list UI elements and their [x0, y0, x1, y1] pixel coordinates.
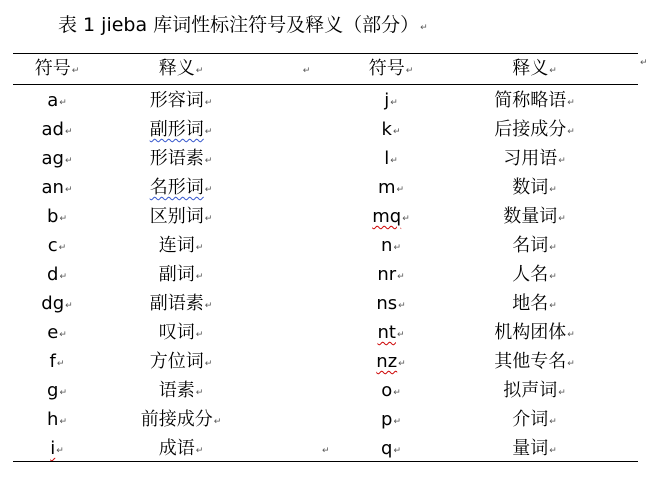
table-row: [13, 260, 638, 289]
meaning-cell: [431, 173, 638, 202]
paragraph-mark-icon: ↵: [59, 330, 67, 340]
symbol-cell-text: l: [384, 148, 390, 169]
header-blank-cell: [261, 54, 351, 83]
symbol-cell: [13, 405, 101, 434]
symbol-cell: [351, 202, 431, 231]
table-header-row: [13, 54, 638, 83]
symbol-cell-text: m: [377, 177, 396, 198]
paragraph-mark-icon: ↵: [204, 185, 213, 195]
paragraph-mark-icon: ↵: [567, 98, 575, 108]
paragraph-mark-icon: ↵: [549, 185, 557, 195]
paragraph-mark-icon: ↵: [390, 156, 398, 166]
meaning-cell: [101, 202, 261, 231]
symbol-cell-text: ag: [41, 148, 64, 169]
meaning-cell-text: 副形词: [149, 119, 204, 140]
paragraph-mark-icon: ↵: [195, 330, 204, 340]
paragraph-mark-icon: ↵: [549, 301, 557, 311]
meaning-cell: [101, 231, 261, 260]
symbol-cell: [351, 144, 431, 173]
paragraph-mark-icon: ↵: [204, 359, 213, 369]
meaning-cell: [431, 202, 638, 231]
paragraph-mark-icon: ↵: [549, 66, 557, 76]
meaning-cell: [431, 318, 638, 347]
paragraph-mark-icon: ↵: [59, 214, 67, 224]
paragraph-mark-icon: ↵: [58, 243, 67, 253]
meaning-cell-text: 前接成分: [140, 409, 213, 430]
header-meaning-left: 释义↵: [158, 58, 204, 79]
meaning-cell-text: 介词: [512, 409, 549, 430]
paragraph-mark-icon: ↵: [65, 301, 73, 311]
symbol-cell: [13, 202, 101, 231]
meaning-cell-text: 方位词: [149, 351, 204, 372]
paragraph-mark-icon: ↵: [204, 156, 213, 166]
symbol-cell-text: p: [381, 409, 393, 430]
meaning-cell: [101, 144, 261, 173]
meaning-cell: [101, 173, 261, 202]
paragraph-mark-icon: ↵: [567, 330, 575, 340]
row-end-mark-icon: ↵: [640, 58, 648, 68]
table-row: [13, 376, 638, 405]
symbol-cell-text: nr: [377, 264, 397, 285]
meaning-cell-text: 拟声词: [503, 380, 558, 401]
table-row: [13, 86, 638, 115]
paragraph-mark-icon: ↵: [567, 127, 575, 137]
meaning-cell-text: 习用语: [503, 148, 558, 169]
table-row: [13, 202, 638, 231]
meaning-cell-text: 语素: [158, 380, 195, 401]
meaning-cell: [431, 405, 638, 434]
paragraph-mark-icon: ↵: [549, 272, 557, 282]
paragraph-mark-icon: ↵: [549, 446, 557, 456]
pos-tag-table: [13, 53, 638, 462]
symbol-cell-text: dg: [41, 293, 65, 314]
symbol-cell: [351, 260, 431, 289]
paragraph-mark-icon: ↵: [392, 127, 401, 137]
symbol-cell-text: h: [47, 409, 59, 430]
meaning-cell: [431, 347, 638, 376]
paragraph-mark-icon: ↵: [567, 359, 575, 369]
meaning-cell-text: 成语: [158, 438, 195, 459]
meaning-cell: [101, 405, 261, 434]
meaning-cell-text: 区别词: [149, 206, 204, 227]
symbol-cell-text: e: [47, 322, 59, 343]
paragraph-mark-icon: ↵: [549, 417, 557, 427]
meaning-cell: [101, 318, 261, 347]
paragraph-mark-icon: ↵: [396, 185, 405, 195]
symbol-cell-text: j: [384, 90, 390, 111]
symbol-cell-text: f: [49, 351, 56, 372]
meaning-cell-text: 名形词: [149, 177, 204, 198]
paragraph-mark-icon: ↵: [195, 272, 204, 282]
symbol-cell-text: n: [381, 235, 393, 256]
paragraph-mark-icon: ↵: [558, 156, 566, 166]
meaning-cell-text: 副词: [158, 264, 195, 285]
symbol-cell: [13, 144, 101, 173]
meaning-cell: [431, 434, 638, 463]
symbol-cell-text: d: [47, 264, 59, 285]
symbol-cell-text: a: [47, 90, 59, 111]
table-row: [13, 231, 638, 260]
paragraph-mark-icon: ↵: [195, 446, 204, 456]
table-row: [13, 405, 638, 434]
symbol-cell: [13, 115, 101, 144]
symbol-cell-text: an: [41, 177, 64, 198]
header-symbol-left: 符号↵: [34, 58, 80, 79]
meaning-cell: [431, 289, 638, 318]
symbol-cell: [351, 347, 431, 376]
paragraph-mark-icon: ↵: [195, 66, 204, 76]
paragraph-mark-icon: ↵: [204, 127, 213, 137]
paragraph-mark-icon: ↵: [59, 388, 67, 398]
paragraph-mark-icon: ↵: [558, 214, 566, 224]
table-caption: [58, 12, 428, 38]
meaning-cell: [101, 260, 261, 289]
meaning-cell-text: 简称略语: [494, 90, 567, 111]
meaning-cell-text: 数词: [512, 177, 549, 198]
paragraph-mark-icon: ↵: [59, 417, 67, 427]
symbol-cell: [13, 376, 101, 405]
symbol-cell: [13, 318, 101, 347]
meaning-cell: [101, 434, 261, 463]
paragraph-mark-icon: ↵: [402, 214, 410, 224]
meaning-cell: [431, 260, 638, 289]
meaning-cell-text: 数量词: [503, 206, 558, 227]
symbol-cell-text: b: [47, 206, 59, 227]
symbol-cell-text: k: [381, 119, 392, 140]
meaning-cell-text: 形语素: [149, 148, 204, 169]
meaning-cell: [431, 144, 638, 173]
table-bottom-rule: [13, 461, 638, 462]
paragraph-mark-icon: ↵: [204, 98, 213, 108]
paragraph-mark-icon: ↵: [195, 388, 204, 398]
symbol-cell-text: i: [50, 438, 56, 459]
caption-text: 表 1 jieba 库词性标注符号及释义（部分）: [58, 14, 420, 36]
paragraph-mark-icon: ↵: [64, 127, 73, 137]
symbol-cell-text: ad: [41, 119, 64, 140]
table-row: [13, 144, 638, 173]
meaning-cell-text: 地名: [512, 293, 549, 314]
meaning-cell-text: 其他专名: [494, 351, 567, 372]
paragraph-mark-icon: ↵: [64, 156, 73, 166]
symbol-cell: [351, 231, 431, 260]
symbol-cell: [351, 86, 431, 115]
paragraph-mark-icon: ↵: [558, 388, 566, 398]
paragraph-mark-icon: ↵: [322, 446, 330, 456]
symbol-cell: [351, 318, 431, 347]
paragraph-mark-icon: ↵: [549, 243, 557, 253]
meaning-cell-text: 量词: [512, 438, 549, 459]
meaning-cell-text: 机构团体: [494, 322, 567, 343]
symbol-cell-text: nt: [377, 322, 396, 343]
paragraph-mark-icon: ↵: [393, 388, 401, 398]
symbol-cell-text: g: [47, 380, 59, 401]
paragraph-mark-icon: ↵: [71, 66, 80, 76]
paragraph-mark-icon: ↵: [398, 301, 406, 311]
meaning-cell-text: 后接成分: [494, 119, 567, 140]
symbol-cell: [351, 434, 431, 463]
meaning-cell: [101, 376, 261, 405]
paragraph-mark-icon: ↵: [302, 66, 311, 76]
paragraph-mark-icon: ↵: [420, 23, 428, 33]
symbol-cell-text: o: [381, 380, 393, 401]
meaning-cell-text: 人名: [512, 264, 549, 285]
paragraph-mark-icon: ↵: [390, 98, 398, 108]
meaning-cell: [431, 231, 638, 260]
symbol-cell-text: ns: [376, 293, 398, 314]
meaning-cell: [431, 115, 638, 144]
symbol-cell: [13, 289, 101, 318]
meaning-cell: [101, 289, 261, 318]
symbol-cell: [351, 173, 431, 202]
paragraph-mark-icon: ↵: [59, 272, 67, 282]
table-row: [13, 318, 638, 347]
meaning-cell: [101, 86, 261, 115]
meaning-cell: [431, 376, 638, 405]
meaning-cell-text: 叹词: [158, 322, 195, 343]
paragraph-mark-icon: ↵: [398, 359, 406, 369]
paragraph-mark-icon: ↵: [59, 98, 67, 108]
paragraph-mark-icon: ↵: [405, 66, 414, 76]
paragraph-mark-icon: ↵: [396, 330, 405, 340]
table-row: [13, 347, 638, 376]
symbol-cell: [351, 115, 431, 144]
paragraph-mark-icon: ↵: [393, 446, 401, 456]
symbol-cell-text: q: [381, 438, 393, 459]
symbol-cell: [351, 376, 431, 405]
paragraph-mark-icon: ↵: [397, 272, 405, 282]
paragraph-mark-icon: ↵: [393, 243, 401, 253]
meaning-cell-text: 副语素: [149, 293, 204, 314]
symbol-cell: [13, 347, 101, 376]
paragraph-mark-icon: ↵: [56, 446, 64, 456]
paragraph-mark-icon: ↵: [393, 417, 401, 427]
symbol-cell-text: nz: [376, 351, 398, 372]
meaning-cell: [431, 86, 638, 115]
symbol-cell: [13, 231, 101, 260]
paragraph-mark-icon: ↵: [56, 359, 65, 369]
paragraph-mark-icon: ↵: [204, 214, 213, 224]
symbol-cell-text: mq: [372, 206, 402, 227]
paragraph-mark-icon: ↵: [64, 185, 73, 195]
header-symbol-right: 符号↵: [368, 58, 414, 79]
symbol-cell: [13, 434, 101, 463]
table-row: [13, 289, 638, 318]
meaning-cell-text: 连词: [158, 235, 195, 256]
symbol-cell: [13, 86, 101, 115]
table-row: [13, 115, 638, 144]
meaning-cell: [101, 347, 261, 376]
table-row: [13, 173, 638, 202]
symbol-cell: [351, 405, 431, 434]
meaning-cell: [101, 115, 261, 144]
symbol-cell-text: c: [47, 235, 58, 256]
meaning-cell-text: 名词: [512, 235, 549, 256]
header-meaning-right: 释义↵: [512, 58, 557, 79]
symbol-cell: [13, 173, 101, 202]
paragraph-mark-icon: ↵: [195, 243, 204, 253]
symbol-cell: [13, 260, 101, 289]
table-header-rule: [13, 84, 638, 85]
symbol-cell: [351, 289, 431, 318]
paragraph-mark-icon: ↵: [204, 301, 213, 311]
meaning-cell-text: 形容词: [149, 90, 204, 111]
paragraph-mark-icon: ↵: [213, 417, 222, 427]
